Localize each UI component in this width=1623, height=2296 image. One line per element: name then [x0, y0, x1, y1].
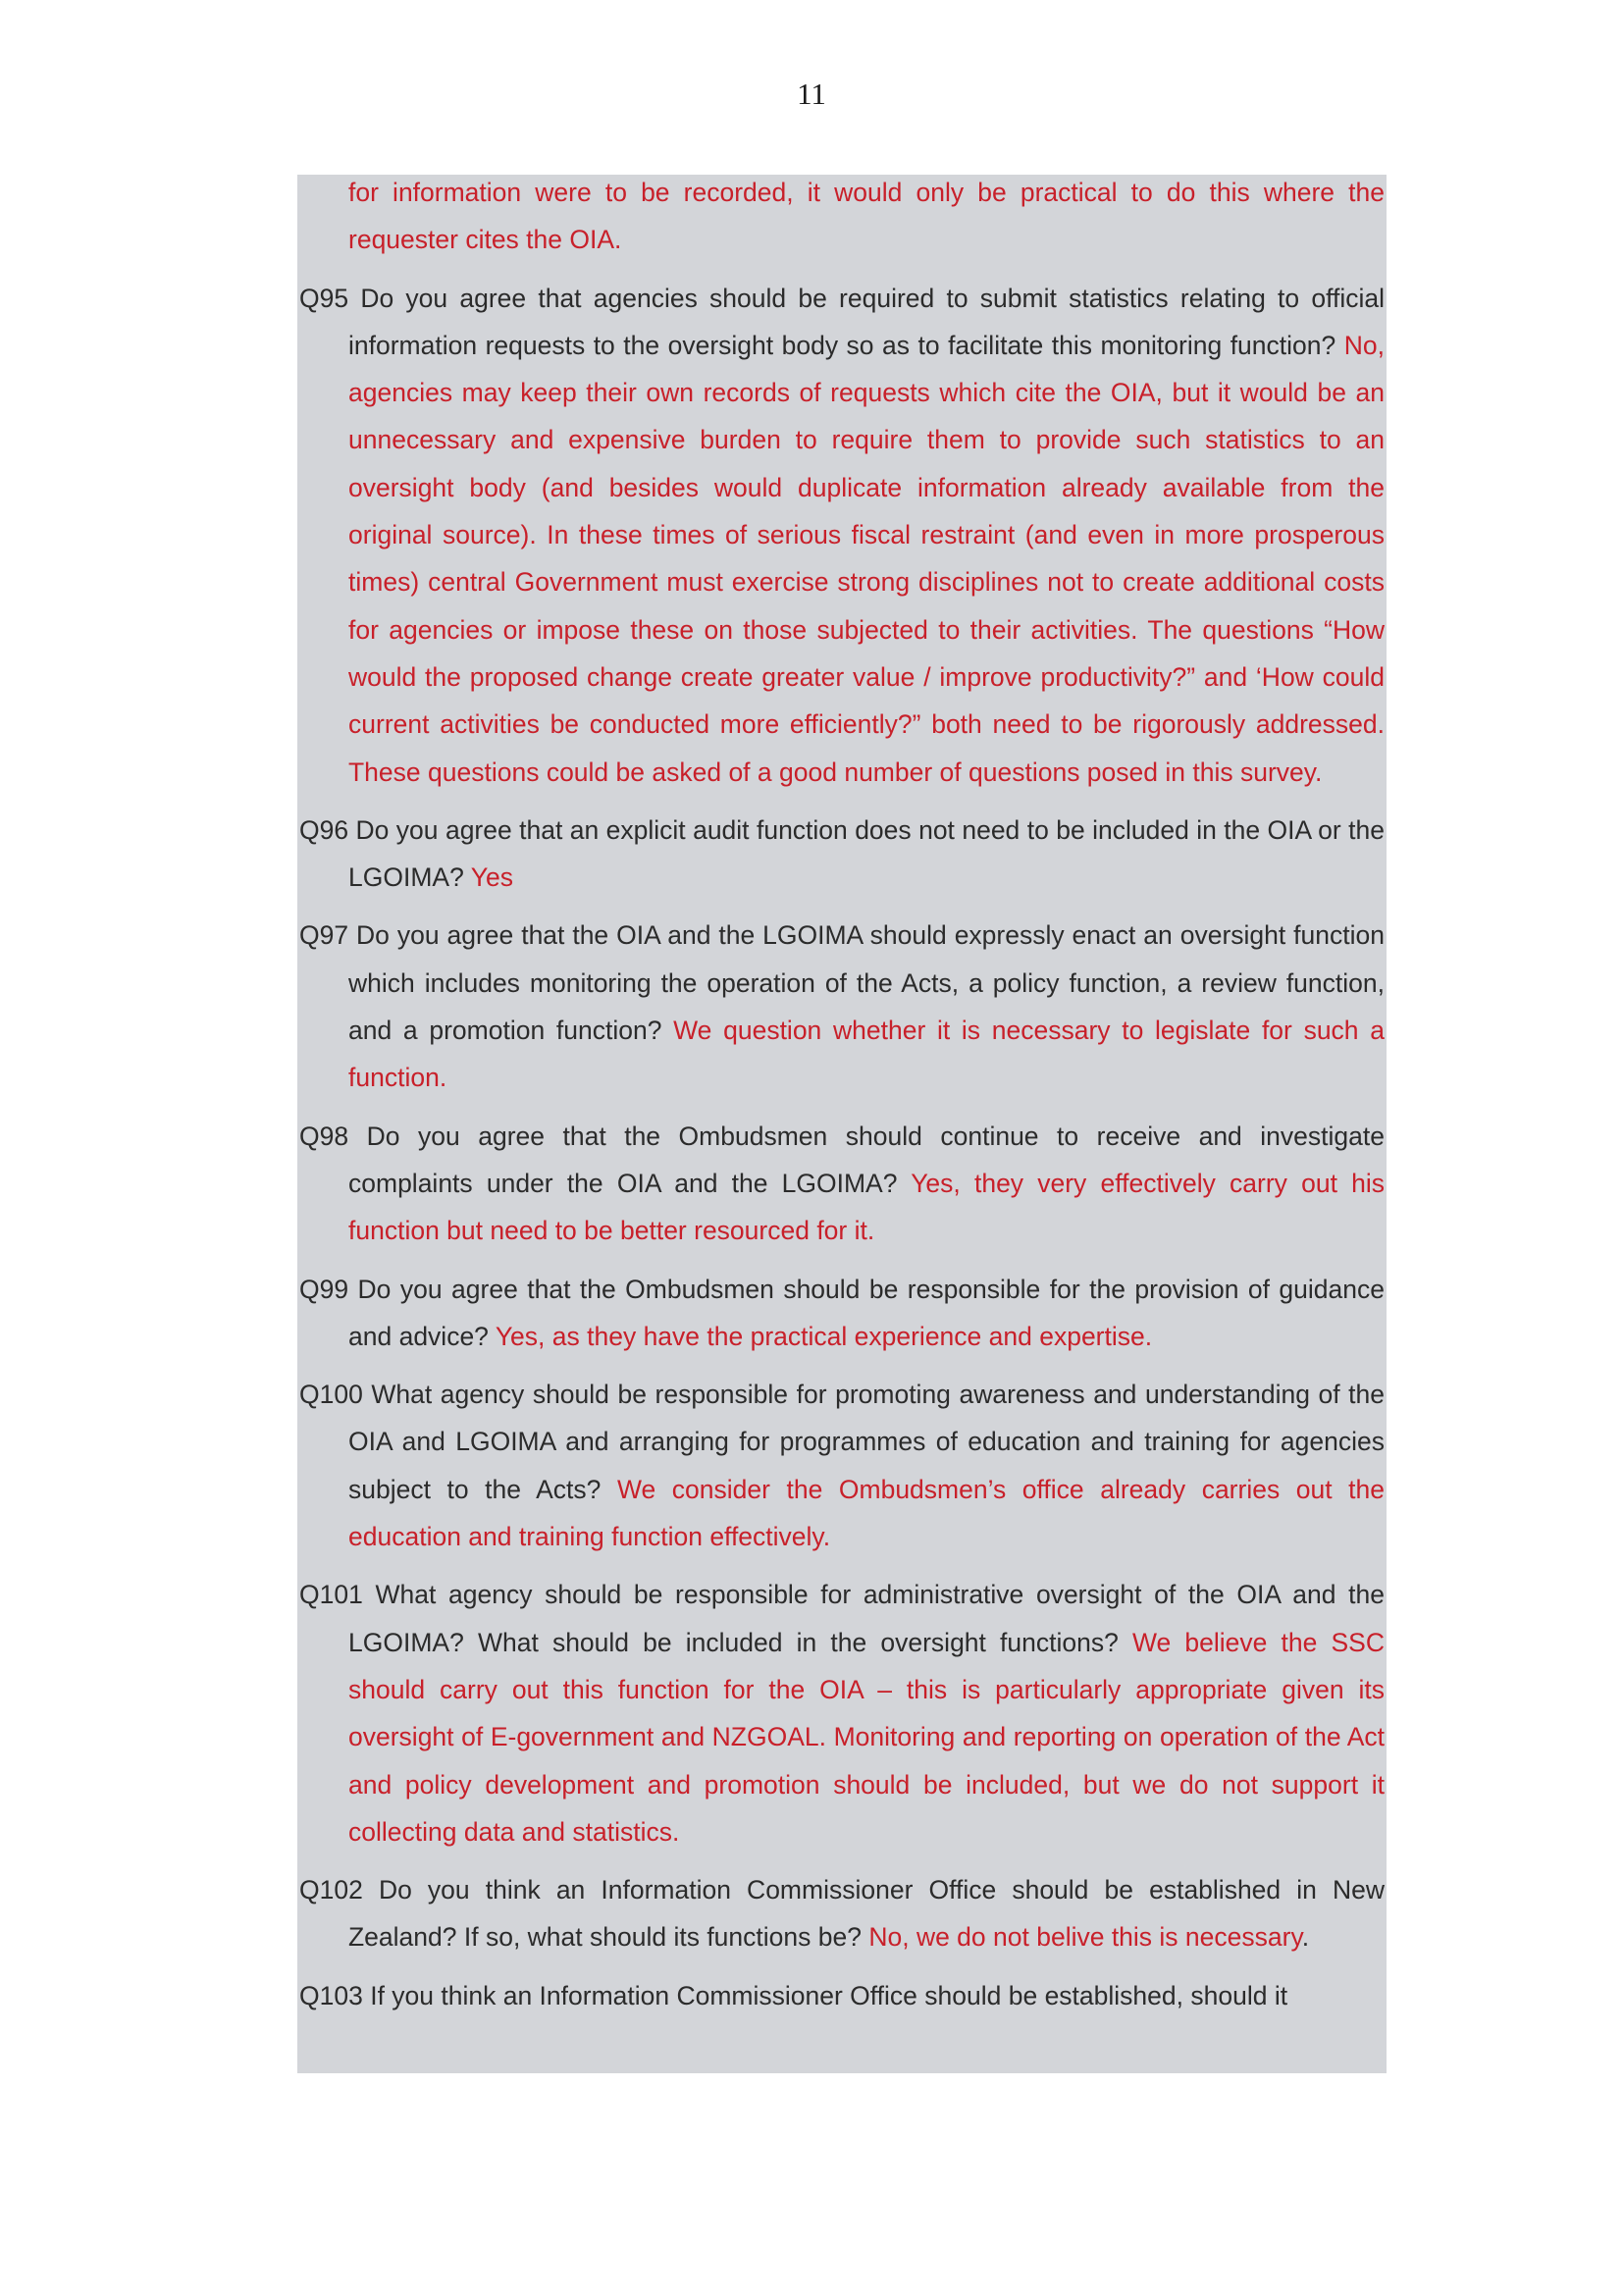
- question-number: Q102: [299, 1875, 363, 1905]
- page-number: 11: [797, 77, 826, 111]
- question-q96: [297, 807, 1385, 902]
- question-q97: [297, 912, 1385, 1101]
- question-number: Q95: [299, 283, 349, 313]
- answer-text: No, we do not belive this is necessary: [868, 1922, 1302, 1953]
- answer-text: We question whether it is necessary to legislate for such a function.: [348, 1016, 1385, 1093]
- question-number: Q98: [299, 1121, 349, 1151]
- question-number: Q97: [299, 920, 349, 951]
- question-number: Q96: [299, 814, 349, 845]
- question-number: Q100: [299, 1380, 363, 1410]
- document-body: [297, 169, 1385, 2030]
- answer-text: Yes, they very effectively carry out his function but need to be better resourced for it.: [348, 1168, 1386, 1246]
- question-q103: [297, 1972, 1385, 2019]
- answer-text: We believe the SSC should carry out this function for the OIA – this is particularly appropriate given its oversight of E-government and NZGOAL. Monitoring and reporting on operation of the Act and policy development and promotion should be included, but we do not support it collecting data and statistics.: [348, 1627, 1385, 1847]
- question-q99: [297, 1266, 1385, 1361]
- answer-text: for information were to be recorded, it would only be practical to do this where the requester cites the OIA.: [348, 178, 1385, 255]
- question-q101: [297, 1571, 1385, 1855]
- answer-text: Yes: [470, 862, 513, 893]
- question-text: Do you think an Information Commissioner Office should be established in New Zealand? If so, what should its functions be?: [348, 1875, 1385, 1953]
- question-text: If you think an Information Commissioner Office should be established, should it: [370, 1980, 1288, 2010]
- answer-text: Yes, as they have the practical experience and expertise.: [495, 1321, 1153, 1351]
- question-number: Q101: [299, 1580, 363, 1610]
- question-q100: [297, 1371, 1385, 1560]
- continuation-paragraph: [297, 169, 1385, 264]
- question-q102: [297, 1866, 1385, 1961]
- question-text: What agency should be responsible for administrative oversight of the OIA and the LGOIMA? What should be included in the oversight functions?: [348, 1580, 1385, 1657]
- question-text: Do you agree that the OIA and the LGOIMA should expressly enact an oversight function which includes monitoring the operation of the Acts, a policy function, a review function, and a promotion function?: [348, 920, 1385, 1046]
- question-text: Do you agree that an explicit audit function does not need to be included in the OIA or the LGOIMA?: [348, 814, 1385, 893]
- question-number: Q99: [299, 1274, 349, 1304]
- question-q98: [297, 1113, 1385, 1255]
- answer-text: We consider the Ombudsmen’s office already carries out the education and training function effectively.: [348, 1474, 1385, 1552]
- question-q95: [297, 275, 1385, 796]
- question-text: Do you agree that the Ombudsmen should continue to receive and investigate complaints under the OIA and the LGOIMA?: [348, 1121, 1385, 1198]
- trailing-period: .: [1301, 1922, 1310, 1953]
- question-text: What agency should be responsible for promoting awareness and understanding of the OIA and LGOIMA and arranging for programmes of education and training for agencies subject to the Acts?: [348, 1380, 1385, 1504]
- question-number: Q103: [299, 1980, 363, 2010]
- question-text: Do you agree that the Ombudsmen should be responsible for the provision of guidance and advice?: [348, 1274, 1385, 1351]
- answer-text: No, agencies may keep their own records of requests which cite the OIA, but it would be an unnecessary and expensive burden to require them to provide such statistics to an oversight body (and besides would duplicate information already available from the original source). In these times of serious fiscal restraint (and even in more prosperous times) central Government must exercise strong disciplines not to create additional costs for agencies or impose these on those subjected to their activities. The questions “How would the proposed change create greater value / improve productivity?” and ‘How could current activities be conducted more efficiently?” both need to be rigorously addressed. These questions could be asked of a good number of questions posed in this survey.: [348, 330, 1385, 787]
- question-text: Do you agree that agencies should be required to submit statistics relating to official information requests to the oversight body so as to facilitate this monitoring function?: [348, 283, 1385, 360]
